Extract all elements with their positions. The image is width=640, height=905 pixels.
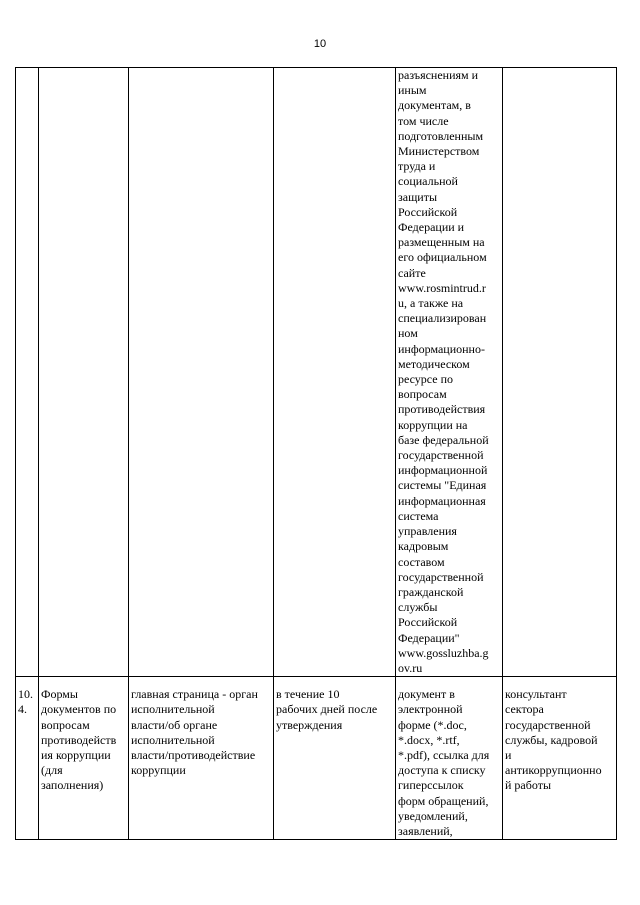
page-number: 10 [313,38,327,50]
cell-deadline: в течение 10 рабочих дней после утверждения [274,677,396,840]
cell-location [129,68,274,677]
cell-name [39,68,129,677]
cell-name: Формы документов по вопросам противодейств ия коррупции (для заполнения) [39,677,129,840]
cell-number: 10. 4. [16,677,39,840]
cell-format: документ в электронной форме (*.doc, *.docx, *.rtf, *.pdf), ссылка для доступа к списку гиперссылок форм обращений, уведомлений, заявлений, [396,677,503,840]
cell-deadline [274,68,396,677]
cell-responsible [503,68,617,677]
cell-number [16,68,39,677]
cell-responsible: консультант сектора государственной службы, кадровой и антикоррупционно й работы [503,677,617,840]
table-row [16,68,617,677]
cell-format: разъяснениям и иным документам, в том числе подготовленным Министерством труда и социальной защиты Российской Федерации и размещенным на его официальном сайте www.rosmintrud.r u, а также на специализирован ном информационно- методическом ресурсе по вопросам противодействия коррупции на базе федеральной государственной информационной системы "Единая информационная система управления кадровым составом государственной гражданской службы Российской Федерации" www.gossluzhba.g ov.ru [396,68,503,677]
table-row [16,677,617,840]
cell-location: главная страница - орган исполнительной власти/об органе исполнительной власти/противодействие коррупции [129,677,274,840]
information-table [15,67,617,840]
